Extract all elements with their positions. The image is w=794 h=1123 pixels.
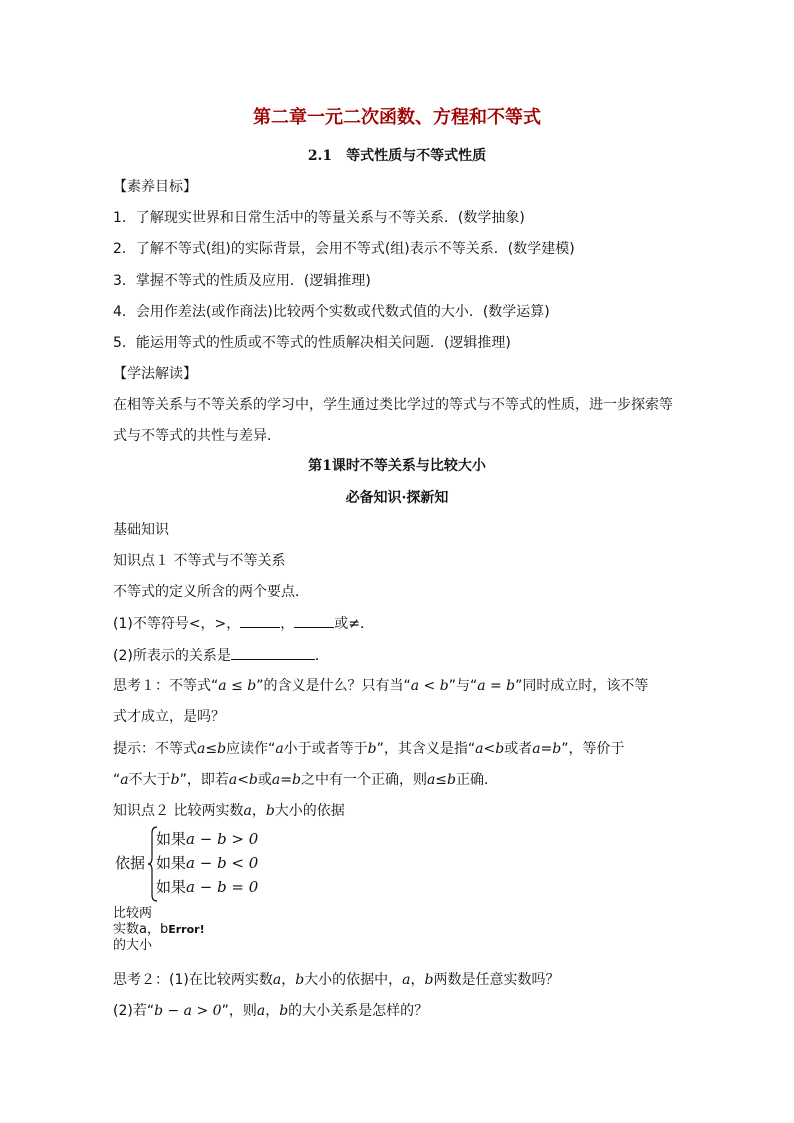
math-expression: b xyxy=(295,972,305,988)
math-expression: a xyxy=(402,972,411,988)
math-expression: b xyxy=(170,772,180,788)
hint-line-1 xyxy=(113,739,625,759)
kp1-item-1-separator: ， xyxy=(280,616,295,632)
math-expression: b xyxy=(279,1003,289,1019)
think1-text: ”与“ xyxy=(448,678,478,694)
math-expression: a − b = 0 xyxy=(186,878,259,896)
basis-item-1 xyxy=(156,829,258,849)
hint-line-2 xyxy=(113,770,498,790)
think1-line-2: 式才成立，是吗？ xyxy=(113,709,225,725)
think2-line-1 xyxy=(113,970,560,990)
hint-text: 之中有一个正确，则 xyxy=(300,772,427,788)
math-expression: a ≤ b xyxy=(218,678,257,694)
math-expression: b xyxy=(367,741,377,757)
hint-text: ”，即若 xyxy=(179,772,229,788)
think2-text: (2)若“ xyxy=(113,1003,155,1019)
math-expression: a − b > 0 xyxy=(186,830,259,848)
basis-item-prefix: 如果 xyxy=(156,854,187,872)
fill-blank-1[interactable] xyxy=(240,613,280,628)
goal-item-2: 2．了解不等式(组)的实际背景，会用不等式(组)表示不等关系．(数学建模) xyxy=(113,241,575,257)
hint-text: 应读作“ xyxy=(226,741,276,757)
error-text: Error! xyxy=(168,923,205,936)
method-text-line-1: 在相等关系与不等关系的学习中，学生通过类比学过的等式与不等式的性质，进一步探索等 xyxy=(113,397,673,413)
goal-item-3: 3．掌握不等式的性质及应用．(逻辑推理) xyxy=(113,273,371,289)
hint-text: 或者 xyxy=(504,741,533,757)
math-expression: a<b xyxy=(475,741,505,757)
basis-item-prefix: 如果 xyxy=(156,878,187,896)
math-expression: a xyxy=(120,772,129,788)
think1-text: ”同时成立时，该不等 xyxy=(515,678,649,694)
math-expression: a xyxy=(275,741,284,757)
think2-text: ”，则 xyxy=(221,1003,257,1019)
compare-text: 实数a，b xyxy=(113,922,169,937)
math-expression: b xyxy=(265,803,275,819)
basic-knowledge-heading: 基础知识 xyxy=(113,522,169,538)
goals-heading: 【素养目标】 xyxy=(113,179,197,195)
think2-line-2 xyxy=(113,1001,428,1021)
math-expression: a xyxy=(256,1003,266,1019)
kp1-item-2-prefix: (2)所表示的关系是 xyxy=(113,648,231,664)
section-subtitle: 2.1 等式性质与不等式性质 xyxy=(307,148,487,164)
hint-text: 小于或者等于 xyxy=(283,741,368,757)
goal-item-4: 4．会用作差法(或作商法)比较两个实数或代数式值的大小．(数学运算) xyxy=(113,304,550,320)
think2-text: ， xyxy=(281,972,296,988)
fill-blank-2[interactable] xyxy=(294,613,334,628)
comparison-basis-block xyxy=(113,826,293,902)
hint-text: 或 xyxy=(257,772,272,788)
math-expression: a≤b xyxy=(197,741,227,757)
math-expression: a xyxy=(272,972,282,988)
kp1-item-2 xyxy=(113,645,329,666)
lesson-title: 第1课时不等关系与比较大小 xyxy=(308,458,486,474)
compare-line-3: 的大小 xyxy=(113,938,153,953)
fill-blank-3[interactable] xyxy=(231,645,315,660)
math-expression: a < b xyxy=(410,678,449,694)
goal-item-1: 1．了解现实世界和日常生活中的等量关系与不等关系．(数学抽象) xyxy=(113,210,525,226)
hint-text: ”，等价于 xyxy=(561,741,625,757)
think2-text: ， xyxy=(265,1003,280,1019)
hint-text: “ xyxy=(113,772,121,788)
think2-text: 两数是任意实数吗？ xyxy=(433,972,560,988)
method-heading: 【学法解读】 xyxy=(113,366,197,382)
goal-item-5: 5．能运用等式的性质或不等式的性质解决相关问题．(逻辑推理) xyxy=(113,335,511,351)
kp2-text: 大小的依据 xyxy=(274,803,345,819)
kp1-item-2-suffix: ． xyxy=(314,648,329,664)
math-expression: b xyxy=(424,972,434,988)
kp2-text: 知识点２ 比较两实数 xyxy=(113,803,244,819)
math-expression: a≤b xyxy=(426,772,456,788)
math-expression: a = b xyxy=(477,678,516,694)
kp1-heading: 知识点１ 不等式与不等关系 xyxy=(113,553,286,569)
math-expression: a xyxy=(243,803,252,819)
think1-text: ”的含义是什么？只有当“ xyxy=(256,678,411,694)
math-expression: b − a > 0 xyxy=(154,1003,222,1019)
method-text-line-2: 式与不等式的共性与差异． xyxy=(113,428,281,444)
kp1-item-1-suffix: 或≠． xyxy=(334,616,375,632)
hint-text: 提示：不等式 xyxy=(113,741,197,757)
kp1-item-1-prefix: (1)不等符号<，>， xyxy=(113,616,241,632)
basis-label: 依据 xyxy=(115,854,146,872)
hint-text: 不大于 xyxy=(128,772,171,788)
basis-item-2 xyxy=(156,853,258,873)
compare-block xyxy=(113,906,205,954)
kp1-intro: 不等式的定义所含的两个要点． xyxy=(113,584,309,600)
compare-line-1: 比较两 xyxy=(113,906,153,921)
kp1-item-1 xyxy=(113,613,374,634)
think2-text: 思考２：(1)在比较两实数 xyxy=(113,972,273,988)
hint-text: 正确． xyxy=(456,772,498,788)
hint-text: ”，其含义是指“ xyxy=(376,741,476,757)
think2-text: 大小的依据中， xyxy=(304,972,403,988)
basis-item-prefix: 如果 xyxy=(156,830,187,848)
think2-text: ， xyxy=(410,972,425,988)
think2-text: 的大小关系是怎样的？ xyxy=(288,1003,429,1019)
kp2-heading xyxy=(113,801,345,821)
think1-line-1 xyxy=(113,676,648,696)
chapter-title: 第二章一元二次函数、方程和不等式 xyxy=(253,107,541,128)
basis-item-3 xyxy=(156,877,258,897)
math-expression: a=b xyxy=(532,741,562,757)
math-expression: a<b xyxy=(228,772,258,788)
kp2-text: ， xyxy=(251,803,266,819)
lesson-subtitle: 必备知识·探新知 xyxy=(345,490,449,506)
math-expression: a − b < 0 xyxy=(186,854,259,872)
math-expression: a=b xyxy=(271,772,301,788)
think1-text: 思考１：不等式“ xyxy=(113,678,219,694)
compare-line-2 xyxy=(113,922,205,938)
